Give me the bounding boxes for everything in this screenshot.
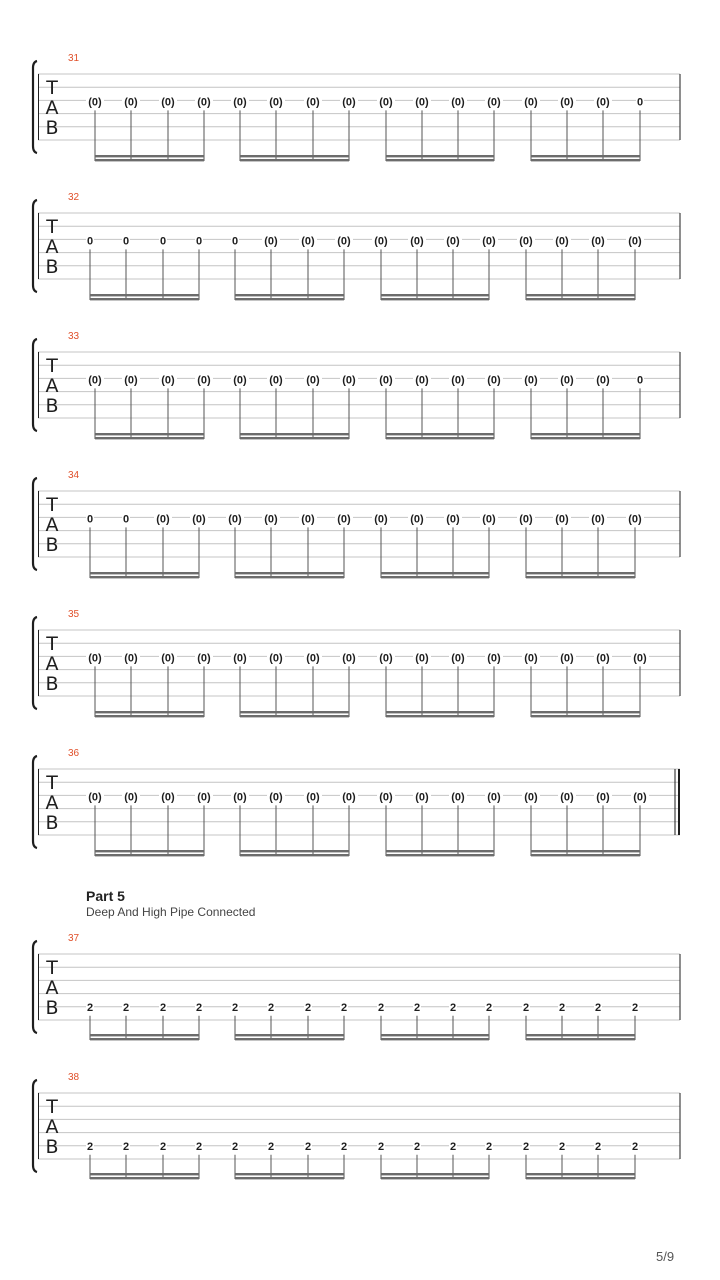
ghost-fret-number: (0) [233, 652, 247, 665]
measure-number: 31 [68, 53, 80, 64]
ghost-fret-number: (0) [306, 374, 320, 387]
tab-clef-letter: B [45, 997, 59, 1019]
ghost-fret-number: (0) [519, 235, 533, 248]
ghost-fret-number: (0) [410, 513, 424, 526]
tab-clef-letter: B [45, 256, 59, 278]
tab-clef-letter: T [46, 957, 58, 979]
tab-system [33, 53, 680, 161]
ghost-fret-number: (0) [337, 235, 351, 248]
beam-primary [90, 1034, 199, 1036]
tab-clef-letter: B [45, 673, 59, 695]
beam-primary [526, 1173, 635, 1175]
ghost-fret-number: (0) [487, 374, 501, 387]
fret-number: 2 [413, 1001, 421, 1014]
tab-clef-letter: T [46, 1096, 58, 1118]
tab-clef-letter: B [45, 1136, 59, 1158]
fret-number: 2 [159, 1140, 167, 1153]
fret-number: 2 [159, 1001, 167, 1014]
ghost-fret-number: (0) [487, 791, 501, 804]
beam-secondary [386, 715, 494, 717]
ghost-fret-number: (0) [446, 235, 460, 248]
fret-number: 2 [267, 1001, 275, 1014]
fret-number: 2 [522, 1140, 530, 1153]
fret-number: 2 [267, 1140, 275, 1153]
ghost-fret-number: (0) [446, 513, 460, 526]
ghost-fret-number: (0) [451, 96, 465, 109]
beam-primary [381, 294, 489, 296]
tab-clef-letter: A [45, 653, 59, 675]
beam-secondary [240, 715, 349, 717]
ghost-fret-number: (0) [596, 96, 610, 109]
beam-secondary [95, 715, 204, 717]
ghost-fret-number: (0) [410, 235, 424, 248]
beam-primary [235, 1034, 344, 1036]
fret-number: 2 [231, 1001, 239, 1014]
ghost-fret-number: (0) [197, 96, 211, 109]
ghost-fret-number: (0) [233, 374, 247, 387]
beam-primary [95, 850, 204, 852]
beam-secondary [526, 1177, 635, 1179]
fret-number: 2 [631, 1001, 639, 1014]
ghost-fret-number: (0) [88, 96, 102, 109]
fret-number: 2 [449, 1140, 457, 1153]
tab-system [33, 933, 680, 1040]
tab-clef-letter: B [45, 395, 59, 417]
fret-number: 2 [122, 1001, 130, 1014]
system-bracket [33, 200, 37, 292]
ghost-fret-number: (0) [269, 791, 283, 804]
ghost-fret-number: (0) [415, 374, 429, 387]
beam-secondary [235, 1038, 344, 1040]
ghost-fret-number: (0) [269, 652, 283, 665]
beam-secondary [526, 1038, 635, 1040]
beam-secondary [386, 437, 494, 439]
ghost-fret-number: (0) [306, 791, 320, 804]
beam-primary [240, 155, 349, 157]
tab-clef-letter: A [45, 236, 59, 258]
tab-system [33, 748, 680, 856]
ghost-fret-number: (0) [596, 374, 610, 387]
beam-primary [240, 711, 349, 713]
beam-secondary [90, 1038, 199, 1040]
fret-number: 2 [631, 1140, 639, 1153]
fret-number: 2 [340, 1001, 348, 1014]
beam-secondary [531, 715, 640, 717]
ghost-fret-number: (0) [415, 96, 429, 109]
beam-secondary [90, 576, 199, 578]
beam-primary [531, 433, 640, 435]
beam-primary [95, 433, 204, 435]
ghost-fret-number: (0) [306, 652, 320, 665]
measure-number: 37 [68, 933, 80, 944]
tab-clef-letter: A [45, 514, 59, 536]
beam-secondary [381, 298, 489, 300]
tab-clef-letter: T [46, 494, 58, 516]
ghost-fret-number: (0) [233, 96, 247, 109]
ghost-fret-number: (0) [628, 235, 642, 248]
tab-system [33, 192, 680, 300]
fret-number: 2 [304, 1140, 312, 1153]
ghost-fret-number: (0) [374, 513, 388, 526]
fret-number: 2 [377, 1140, 385, 1153]
fret-number: 2 [558, 1140, 566, 1153]
ghost-fret-number: (0) [379, 96, 393, 109]
ghost-fret-number: (0) [591, 513, 605, 526]
beam-primary [90, 1173, 199, 1175]
ghost-fret-number: (0) [342, 652, 356, 665]
beam-primary [90, 294, 199, 296]
beam-primary [381, 1173, 489, 1175]
ghost-fret-number: (0) [415, 791, 429, 804]
tab-system [33, 331, 680, 439]
beam-secondary [90, 1177, 199, 1179]
beam-secondary [531, 437, 640, 439]
section-title: Part 5 [86, 888, 125, 904]
system-bracket [33, 61, 37, 153]
fret-number: 2 [485, 1140, 493, 1153]
fret-number: 2 [558, 1001, 566, 1014]
beam-secondary [381, 1038, 489, 1040]
ghost-fret-number: (0) [337, 513, 351, 526]
ghost-fret-number: (0) [560, 791, 574, 804]
ghost-fret-number: (0) [560, 652, 574, 665]
beam-primary [381, 572, 489, 574]
beam-primary [386, 711, 494, 713]
beam-primary [235, 294, 344, 296]
tab-clef-letter: B [45, 534, 59, 556]
beam-primary [531, 850, 640, 852]
beam-secondary [95, 854, 204, 856]
beam-primary [526, 572, 635, 574]
fret-number: 0 [86, 513, 94, 526]
fret-number: 0 [122, 513, 130, 526]
tab-clef-letter: T [46, 355, 58, 377]
ghost-fret-number: (0) [633, 791, 647, 804]
measure-number: 32 [68, 192, 80, 203]
tab-clef-letter: A [45, 977, 59, 999]
ghost-fret-number: (0) [197, 791, 211, 804]
ghost-fret-number: (0) [451, 791, 465, 804]
ghost-fret-number: (0) [124, 791, 138, 804]
fret-number: 0 [122, 235, 130, 248]
beam-secondary [235, 576, 344, 578]
fret-number: 2 [377, 1001, 385, 1014]
system-bracket [33, 756, 37, 848]
ghost-fret-number: (0) [156, 513, 170, 526]
beam-secondary [90, 298, 199, 300]
tab-clef-letter: T [46, 216, 58, 238]
ghost-fret-number: (0) [524, 374, 538, 387]
beam-primary [386, 433, 494, 435]
ghost-fret-number: (0) [88, 791, 102, 804]
section-subtitle: Deep And High Pipe Connected [86, 905, 256, 919]
beam-primary [381, 1034, 489, 1036]
beam-secondary [235, 298, 344, 300]
ghost-fret-number: (0) [264, 513, 278, 526]
page-number: 5/9 [656, 1249, 675, 1264]
system-bracket [33, 339, 37, 431]
tab-clef-letter: B [45, 812, 59, 834]
system-bracket [33, 1080, 37, 1172]
ghost-fret-number: (0) [269, 374, 283, 387]
tab-clef-letter: T [46, 77, 58, 99]
ghost-fret-number: (0) [233, 791, 247, 804]
tab-clef-letter: A [45, 375, 59, 397]
fret-number: 2 [594, 1001, 602, 1014]
tab-system [33, 609, 680, 717]
beam-primary [95, 711, 204, 713]
ghost-fret-number: (0) [482, 235, 496, 248]
tab-clef-letter: T [46, 633, 58, 655]
system-bracket [33, 617, 37, 709]
fret-number: 2 [231, 1140, 239, 1153]
ghost-fret-number: (0) [524, 791, 538, 804]
ghost-fret-number: (0) [228, 513, 242, 526]
fret-number: 2 [122, 1140, 130, 1153]
ghost-fret-number: (0) [342, 374, 356, 387]
ghost-fret-number: (0) [301, 513, 315, 526]
beam-primary [386, 155, 494, 157]
beam-secondary [531, 854, 640, 856]
ghost-fret-number: (0) [555, 235, 569, 248]
beam-primary [235, 572, 344, 574]
ghost-fret-number: (0) [264, 235, 278, 248]
beam-secondary [240, 159, 349, 161]
ghost-fret-number: (0) [197, 374, 211, 387]
ghost-fret-number: (0) [197, 652, 211, 665]
measure-number: 35 [68, 609, 80, 620]
beam-primary [526, 1034, 635, 1036]
measure-number: 33 [68, 331, 80, 342]
ghost-fret-number: (0) [596, 652, 610, 665]
ghost-fret-number: (0) [124, 96, 138, 109]
ghost-fret-number: (0) [560, 374, 574, 387]
beam-secondary [240, 854, 349, 856]
ghost-fret-number: (0) [451, 652, 465, 665]
ghost-fret-number: (0) [342, 791, 356, 804]
tab-clef-letter: B [45, 117, 59, 139]
ghost-fret-number: (0) [596, 791, 610, 804]
beam-primary [235, 1173, 344, 1175]
tab-system [33, 1072, 680, 1179]
ghost-fret-number: (0) [88, 374, 102, 387]
ghost-fret-number: (0) [379, 374, 393, 387]
fret-number: 2 [304, 1001, 312, 1014]
ghost-fret-number: (0) [451, 374, 465, 387]
ghost-fret-number: (0) [124, 652, 138, 665]
fret-number: 2 [413, 1140, 421, 1153]
fret-number: 2 [195, 1001, 203, 1014]
beam-secondary [95, 437, 204, 439]
ghost-fret-number: (0) [591, 235, 605, 248]
fret-number: 2 [449, 1001, 457, 1014]
beam-secondary [526, 576, 635, 578]
ghost-fret-number: (0) [374, 235, 388, 248]
ghost-fret-number: (0) [633, 652, 647, 665]
measure-number: 36 [68, 748, 80, 759]
beam-secondary [386, 159, 494, 161]
system-bracket [33, 941, 37, 1033]
ghost-fret-number: (0) [301, 235, 315, 248]
system-bracket [33, 478, 37, 570]
ghost-fret-number: (0) [161, 374, 175, 387]
beam-primary [526, 294, 635, 296]
beam-primary [531, 155, 640, 157]
ghost-fret-number: (0) [161, 96, 175, 109]
beam-secondary [381, 1177, 489, 1179]
ghost-fret-number: (0) [379, 791, 393, 804]
beam-secondary [381, 576, 489, 578]
fret-number: 2 [594, 1140, 602, 1153]
fret-number: 0 [636, 374, 644, 387]
fret-number: 0 [159, 235, 167, 248]
beam-primary [95, 155, 204, 157]
ghost-fret-number: (0) [555, 513, 569, 526]
ghost-fret-number: (0) [524, 652, 538, 665]
beam-secondary [526, 298, 635, 300]
ghost-fret-number: (0) [487, 652, 501, 665]
tab-clef-letter: A [45, 97, 59, 119]
beam-secondary [386, 854, 494, 856]
measure-number: 34 [68, 470, 80, 481]
beam-primary [386, 850, 494, 852]
beam-primary [531, 711, 640, 713]
beam-secondary [531, 159, 640, 161]
fret-number: 2 [340, 1140, 348, 1153]
fret-number: 0 [195, 235, 203, 248]
fret-number: 2 [86, 1001, 94, 1014]
ghost-fret-number: (0) [415, 652, 429, 665]
fret-number: 2 [485, 1001, 493, 1014]
ghost-fret-number: (0) [482, 513, 496, 526]
ghost-fret-number: (0) [524, 96, 538, 109]
fret-number: 2 [86, 1140, 94, 1153]
ghost-fret-number: (0) [379, 652, 393, 665]
fret-number: 0 [231, 235, 239, 248]
ghost-fret-number: (0) [487, 96, 501, 109]
tab-clef-letter: A [45, 792, 59, 814]
beam-primary [90, 572, 199, 574]
fret-number: 2 [522, 1001, 530, 1014]
beam-secondary [235, 1177, 344, 1179]
ghost-fret-number: (0) [88, 652, 102, 665]
fret-number: 2 [195, 1140, 203, 1153]
tab-clef-letter: T [46, 772, 58, 794]
ghost-fret-number: (0) [192, 513, 206, 526]
ghost-fret-number: (0) [306, 96, 320, 109]
beam-primary [240, 850, 349, 852]
ghost-fret-number: (0) [161, 791, 175, 804]
tab-clef-letter: A [45, 1116, 59, 1138]
ghost-fret-number: (0) [124, 374, 138, 387]
beam-secondary [95, 159, 204, 161]
ghost-fret-number: (0) [628, 513, 642, 526]
beam-secondary [240, 437, 349, 439]
fret-number: 0 [86, 235, 94, 248]
tab-system [33, 470, 680, 578]
ghost-fret-number: (0) [342, 96, 356, 109]
measure-number: 38 [68, 1072, 80, 1083]
ghost-fret-number: (0) [560, 96, 574, 109]
beam-primary [240, 433, 349, 435]
fret-number: 0 [636, 96, 644, 109]
ghost-fret-number: (0) [269, 96, 283, 109]
ghost-fret-number: (0) [519, 513, 533, 526]
ghost-fret-number: (0) [161, 652, 175, 665]
